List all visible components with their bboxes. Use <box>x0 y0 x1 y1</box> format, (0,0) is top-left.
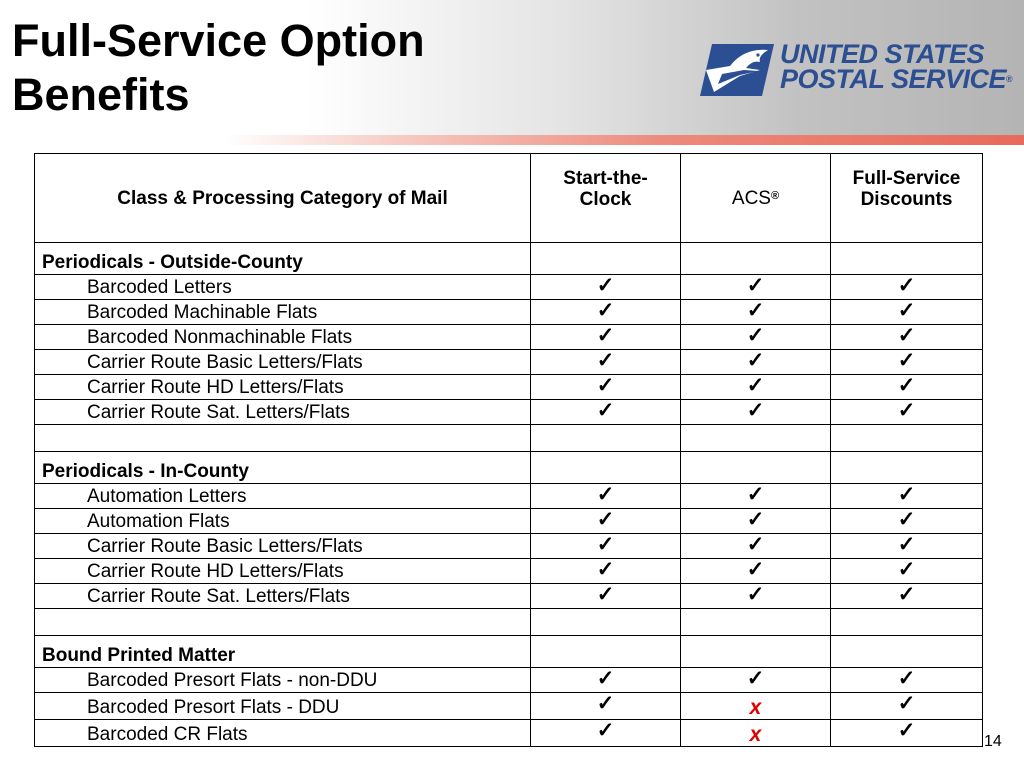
cell-start-clock <box>531 534 681 559</box>
checkmark-icon: ✓ <box>746 349 765 372</box>
empty-cell <box>531 452 681 484</box>
mail-category-label: Carrier Route Sat. Letters/Flats <box>35 584 531 609</box>
empty-cell <box>681 452 831 484</box>
empty-cell <box>531 243 681 275</box>
checkmark-icon: ✓ <box>596 558 615 581</box>
checkmark-icon: ✓ <box>746 533 765 556</box>
mail-category-label: Barcoded Nonmachinable Flats <box>35 325 531 350</box>
checkmark-icon: ✓ <box>746 583 765 606</box>
header-start-the-clock-label: Start-the-Clock <box>563 168 648 210</box>
cell-full-service <box>831 484 983 509</box>
cell-start-clock <box>531 400 681 425</box>
usps-logo <box>700 40 1020 100</box>
cell-acs <box>681 375 831 400</box>
mail-category-label: Barcoded Presort Flats - DDU <box>35 693 531 720</box>
cell-full-service <box>831 400 983 425</box>
section-title: Bound Printed Matter <box>35 636 531 668</box>
spacer-row <box>35 609 983 636</box>
cell-start-clock <box>531 584 681 609</box>
checkmark-icon: ✓ <box>897 324 916 347</box>
eagle-logo-icon <box>700 44 774 96</box>
header-full-service <box>831 154 983 243</box>
checkmark-icon: ✓ <box>596 374 615 397</box>
checkmark-icon: ✓ <box>596 692 615 715</box>
mail-category-label: Carrier Route Basic Letters/Flats <box>35 534 531 559</box>
header-start-the-clock <box>531 154 681 243</box>
table-row <box>35 275 983 300</box>
cell-acs <box>681 559 831 584</box>
table-row <box>35 375 983 400</box>
table-row <box>35 720 983 747</box>
cell-start-clock <box>531 559 681 584</box>
section-title: Periodicals - In-County <box>35 452 531 484</box>
checkmark-icon: ✓ <box>596 508 615 531</box>
mail-category-label: Carrier Route Basic Letters/Flats <box>35 350 531 375</box>
table-body <box>35 243 983 747</box>
table-row <box>35 350 983 375</box>
cell-start-clock <box>531 693 681 720</box>
checkmark-icon: ✓ <box>596 274 615 297</box>
empty-cell <box>831 243 983 275</box>
empty-cell <box>681 609 831 636</box>
header-acs-label: ACS <box>731 187 771 209</box>
usps-wordmark <box>780 39 1013 94</box>
logo-reg-mark: ® <box>1006 74 1013 84</box>
checkmark-icon: ✓ <box>746 667 765 690</box>
cell-acs <box>681 509 831 534</box>
empty-cell <box>681 243 831 275</box>
cell-acs <box>681 350 831 375</box>
checkmark-icon: ✓ <box>897 483 916 506</box>
logo-line-2-text: POSTAL SERVICE <box>780 64 1007 94</box>
table-row <box>35 325 983 350</box>
checkmark-icon: ✓ <box>746 274 765 297</box>
table-row <box>35 509 983 534</box>
checkmark-icon: ✓ <box>596 719 615 742</box>
table-row <box>35 559 983 584</box>
mail-category-label: Barcoded CR Flats <box>35 720 531 747</box>
cell-acs <box>681 720 831 747</box>
page-title-line-2: Benefits <box>12 69 190 120</box>
checkmark-icon: ✓ <box>897 349 916 372</box>
checkmark-icon: ✓ <box>746 399 765 422</box>
section-row <box>35 636 983 668</box>
checkmark-icon: ✓ <box>746 299 765 322</box>
logo-line-2 <box>780 64 1013 94</box>
cell-full-service <box>831 559 983 584</box>
header-acs-reg: ® <box>770 189 780 202</box>
cell-acs <box>681 275 831 300</box>
mail-category-label: Barcoded Machinable Flats <box>35 300 531 325</box>
page-number: 14 <box>984 733 1002 750</box>
header-full-service-label: Full-Service Discounts <box>852 168 961 210</box>
cell-full-service <box>831 350 983 375</box>
checkmark-icon: ✓ <box>746 558 765 581</box>
cell-acs <box>681 668 831 693</box>
mail-category-label: Automation Flats <box>35 509 531 534</box>
checkmark-icon: ✓ <box>746 324 765 347</box>
cell-acs <box>681 584 831 609</box>
x-mark-icon: x <box>749 696 762 719</box>
checkmark-icon: ✓ <box>596 349 615 372</box>
cell-full-service <box>831 509 983 534</box>
checkmark-icon: ✓ <box>596 483 615 506</box>
cell-acs <box>681 693 831 720</box>
checkmark-icon: ✓ <box>596 533 615 556</box>
checkmark-icon: ✓ <box>596 399 615 422</box>
cell-acs <box>681 484 831 509</box>
cell-start-clock <box>531 509 681 534</box>
table-row <box>35 668 983 693</box>
section-title: Periodicals - Outside-County <box>35 243 531 275</box>
empty-cell <box>681 425 831 452</box>
page-title-line-1: Full-Service Option <box>12 15 425 66</box>
header-acs <box>681 154 831 243</box>
section-row <box>35 452 983 484</box>
empty-cell <box>831 452 983 484</box>
benefits-table <box>34 153 983 747</box>
mail-category-label: Barcoded Presort Flats - non-DDU <box>35 668 531 693</box>
mail-category-label: Carrier Route HD Letters/Flats <box>35 375 531 400</box>
cell-full-service <box>831 275 983 300</box>
empty-cell <box>681 636 831 668</box>
checkmark-icon: ✓ <box>596 583 615 606</box>
cell-full-service <box>831 720 983 747</box>
empty-cell <box>35 609 531 636</box>
cell-full-service <box>831 325 983 350</box>
checkmark-icon: ✓ <box>897 719 916 742</box>
mail-category-label: Automation Letters <box>35 484 531 509</box>
checkmark-icon: ✓ <box>897 583 916 606</box>
table-row <box>35 534 983 559</box>
empty-cell <box>531 636 681 668</box>
cell-start-clock <box>531 484 681 509</box>
checkmark-icon: ✓ <box>897 299 916 322</box>
cell-full-service <box>831 668 983 693</box>
cell-start-clock <box>531 350 681 375</box>
cell-start-clock <box>531 375 681 400</box>
x-mark-icon: x <box>749 723 762 746</box>
empty-cell <box>35 425 531 452</box>
cell-acs <box>681 300 831 325</box>
checkmark-icon: ✓ <box>596 324 615 347</box>
cell-full-service <box>831 693 983 720</box>
logo-line-1: UNITED STATES <box>780 39 985 69</box>
header-rule <box>0 135 1024 145</box>
checkmark-icon: ✓ <box>897 558 916 581</box>
checkmark-icon: ✓ <box>596 667 615 690</box>
mail-category-label: Barcoded Letters <box>35 275 531 300</box>
mail-category-label: Carrier Route HD Letters/Flats <box>35 559 531 584</box>
cell-full-service <box>831 375 983 400</box>
page-title <box>12 14 425 122</box>
table-row <box>35 400 983 425</box>
cell-start-clock <box>531 720 681 747</box>
cell-acs <box>681 400 831 425</box>
checkmark-icon: ✓ <box>897 508 916 531</box>
cell-start-clock <box>531 325 681 350</box>
checkmark-icon: ✓ <box>746 508 765 531</box>
spacer-row <box>35 425 983 452</box>
table-row <box>35 484 983 509</box>
checkmark-icon: ✓ <box>897 399 916 422</box>
cell-full-service <box>831 300 983 325</box>
cell-acs <box>681 325 831 350</box>
table-header-row <box>35 154 983 243</box>
empty-cell <box>831 425 983 452</box>
cell-start-clock <box>531 300 681 325</box>
table-row <box>35 693 983 720</box>
checkmark-icon: ✓ <box>897 533 916 556</box>
checkmark-icon: ✓ <box>897 374 916 397</box>
header-category: Class & Processing Category of Mail <box>35 154 531 243</box>
table-row <box>35 300 983 325</box>
checkmark-icon: ✓ <box>746 483 765 506</box>
cell-start-clock <box>531 668 681 693</box>
mail-category-label: Carrier Route Sat. Letters/Flats <box>35 400 531 425</box>
empty-cell <box>531 425 681 452</box>
cell-start-clock <box>531 275 681 300</box>
empty-cell <box>831 609 983 636</box>
empty-cell <box>531 609 681 636</box>
table-row <box>35 584 983 609</box>
checkmark-icon: ✓ <box>746 374 765 397</box>
checkmark-icon: ✓ <box>897 274 916 297</box>
section-row <box>35 243 983 275</box>
cell-full-service <box>831 584 983 609</box>
checkmark-icon: ✓ <box>897 692 916 715</box>
checkmark-icon: ✓ <box>596 299 615 322</box>
checkmark-icon: ✓ <box>897 667 916 690</box>
cell-acs <box>681 534 831 559</box>
empty-cell <box>831 636 983 668</box>
cell-full-service <box>831 534 983 559</box>
